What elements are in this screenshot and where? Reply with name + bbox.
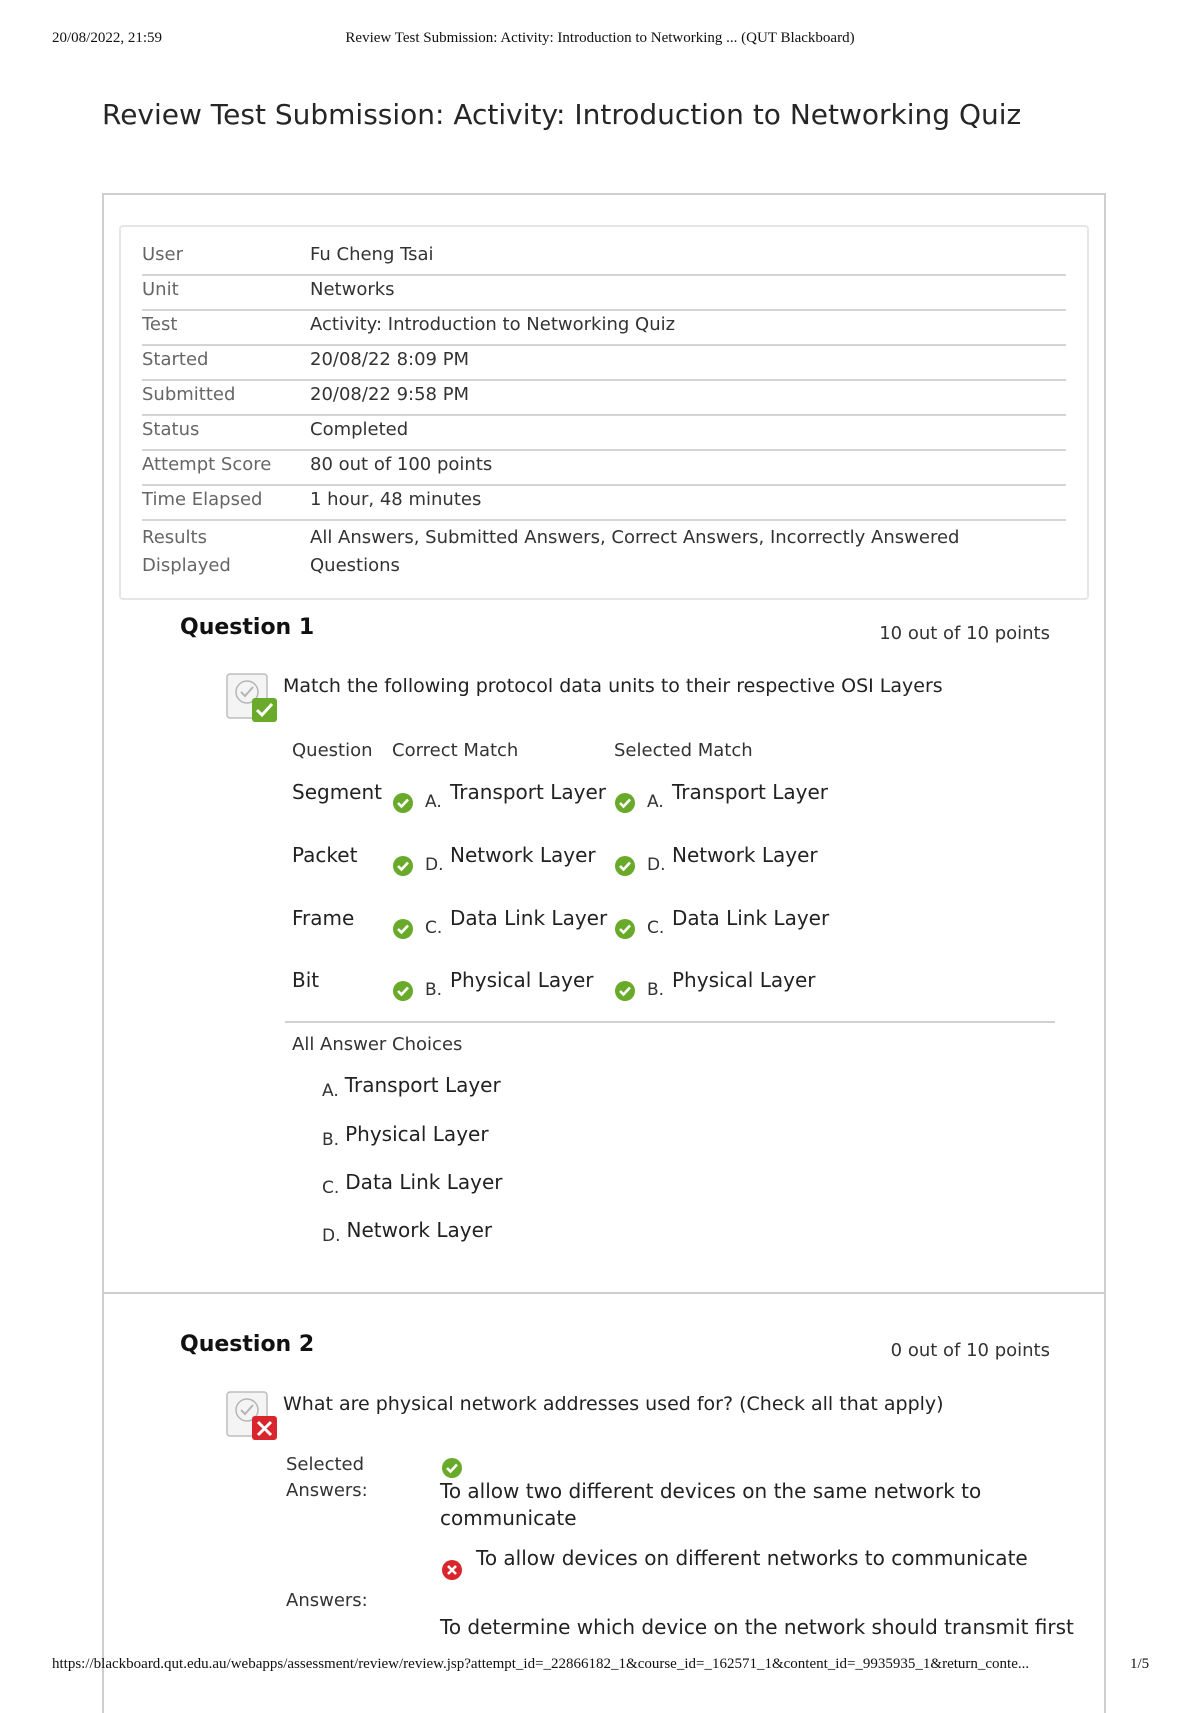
match-row	[292, 780, 992, 820]
match-question: Frame	[292, 906, 355, 930]
answer-choice-letter: C.	[322, 1178, 340, 1198]
answer-choices-divider	[285, 1021, 1055, 1023]
question-1-title: Question 1	[180, 615, 315, 640]
details-label: Displayed	[142, 555, 231, 576]
answer-choice	[322, 1218, 492, 1246]
question-2-text: What are physical network addresses used for? (Check all that apply)	[283, 1393, 944, 1415]
details-value: 20/08/22 9:58 PM	[310, 384, 470, 405]
answer-choice-text: Transport Layer	[344, 1073, 501, 1097]
details-label: Results	[142, 527, 207, 548]
details-value: All Answers, Submitted Answers, Correct Answers, Incorrectly Answered	[310, 527, 960, 548]
answer-choice	[322, 1170, 502, 1198]
match-correct-answer: Transport Layer	[450, 780, 606, 804]
answers-label: Answers:	[286, 1590, 368, 1611]
match-selected-answer: Network Layer	[672, 843, 818, 867]
match-correct-letter: C.	[425, 918, 443, 938]
details-value: Fu Cheng Tsai	[310, 244, 434, 265]
match-correct-answer: Physical Layer	[450, 968, 594, 992]
details-label: Started	[142, 349, 209, 370]
correct-check-icon	[392, 855, 414, 877]
match-row	[292, 843, 992, 883]
match-selected-letter: A.	[647, 792, 664, 812]
details-row-time-elapsed	[142, 489, 1066, 521]
correct-check-icon	[392, 918, 414, 940]
details-row-unit	[142, 279, 1066, 311]
details-row-test	[142, 314, 1066, 346]
details-row-started	[142, 349, 1066, 381]
selected-answers-label-line: Answers:	[286, 1480, 368, 1501]
details-row-status	[142, 419, 1066, 451]
question-1-text: Match the following protocol data units to their respective OSI Layers	[283, 675, 943, 697]
answer-choice-text: Data Link Layer	[345, 1170, 503, 1194]
question-2-title: Question 2	[180, 1332, 315, 1357]
correct-check-icon	[392, 980, 414, 1002]
question-2-points: 0 out of 10 points	[890, 1340, 1050, 1361]
correct-check-icon	[614, 855, 636, 877]
details-value: 20/08/22 8:09 PM	[310, 349, 470, 370]
selected-answer	[440, 1478, 981, 1532]
details-label: Time Elapsed	[142, 489, 263, 510]
answer-choice-letter: D.	[322, 1226, 341, 1246]
match-selected-letter: D.	[647, 855, 666, 875]
details-value: Completed	[310, 419, 409, 440]
question-divider	[104, 1292, 1104, 1294]
match-row	[292, 906, 992, 946]
correct-check-icon	[614, 980, 636, 1002]
answer-text: To determine which device on the network should transmit first	[440, 1615, 1074, 1639]
match-selected-letter: C.	[647, 918, 665, 938]
selected-answers-label	[286, 1452, 368, 1504]
details-label: User	[142, 244, 184, 265]
details-label: Unit	[142, 279, 179, 300]
print-header	[0, 30, 1200, 52]
column-header-question: Question	[292, 740, 373, 761]
answer-choice-text: Physical Layer	[345, 1122, 489, 1146]
details-label: Test	[142, 314, 178, 335]
column-header-correct-match: Correct Match	[392, 740, 519, 761]
details-value: Networks	[310, 279, 395, 300]
question-incorrect-icon	[225, 1390, 279, 1442]
details-value: Activity: Introduction to Networking Quiz	[310, 314, 676, 335]
answer-choice-text: Network Layer	[346, 1218, 493, 1242]
match-question: Bit	[292, 968, 320, 992]
print-url: https://blackboard.qut.edu.au/webapps/assessment/review/review.jsp?attempt_id=_22866182_1&course_id=_162571_1&content_id=_9935935_1&return_conte...	[52, 1656, 1030, 1672]
all-answer-choices-header: All Answer Choices	[292, 1034, 463, 1055]
column-header-selected-match: Selected Match	[614, 740, 753, 761]
match-correct-answer: Data Link Layer	[450, 906, 608, 930]
correct-check-icon	[614, 918, 636, 940]
details-row-submitted	[142, 384, 1066, 416]
details-row-attempt-score	[142, 454, 1066, 486]
match-correct-letter: D.	[425, 855, 444, 875]
answer-choice-letter: B.	[322, 1130, 340, 1150]
selected-answer-text: communicate	[440, 1506, 577, 1530]
details-value: 80 out of 100 points	[310, 454, 493, 475]
match-selected-letter: B.	[647, 980, 665, 1000]
match-question: Segment	[292, 780, 382, 804]
match-selected-answer: Physical Layer	[672, 968, 816, 992]
correct-check-icon	[614, 792, 636, 814]
correct-check-icon	[441, 1457, 463, 1479]
print-title: Review Test Submission: Activity: Introduction to Networking ... (QUT Blackboard)	[345, 30, 855, 46]
answer-choice-letter: A.	[322, 1081, 339, 1101]
correct-check-icon	[392, 792, 414, 814]
print-page-number: 1/5	[1130, 1656, 1150, 1672]
match-correct-letter: A.	[425, 792, 442, 812]
selected-answer-text: To allow two different devices on the same network to	[440, 1479, 982, 1503]
match-correct-letter: B.	[425, 980, 443, 1000]
details-row-user	[142, 244, 1066, 276]
details-row-results-displayed	[142, 524, 1066, 580]
print-date: 20/08/2022, 21:59	[52, 30, 163, 46]
question-correct-icon	[225, 672, 279, 724]
details-label: Status	[142, 419, 200, 440]
details-value: Questions	[310, 555, 400, 576]
match-selected-answer: Data Link Layer	[672, 906, 830, 930]
match-correct-answer: Network Layer	[450, 843, 596, 867]
print-footer	[0, 1656, 1200, 1678]
details-label: Attempt Score	[142, 454, 272, 475]
question-1-points: 10 out of 10 points	[879, 623, 1050, 644]
selected-answer-text: To allow devices on different networks to communicate	[476, 1546, 1028, 1570]
match-question: Packet	[292, 843, 358, 867]
page-title: Review Test Submission: Activity: Introduction to Networking Quiz	[102, 98, 1022, 131]
details-value: 1 hour, 48 minutes	[310, 489, 482, 510]
answer-choice	[322, 1122, 489, 1150]
answer-choice	[322, 1073, 501, 1101]
incorrect-x-icon	[441, 1559, 463, 1581]
details-label: Submitted	[142, 384, 236, 405]
selected-answers-label-line: Selected	[286, 1454, 365, 1475]
match-row	[292, 968, 992, 1008]
match-selected-answer: Transport Layer	[672, 780, 828, 804]
